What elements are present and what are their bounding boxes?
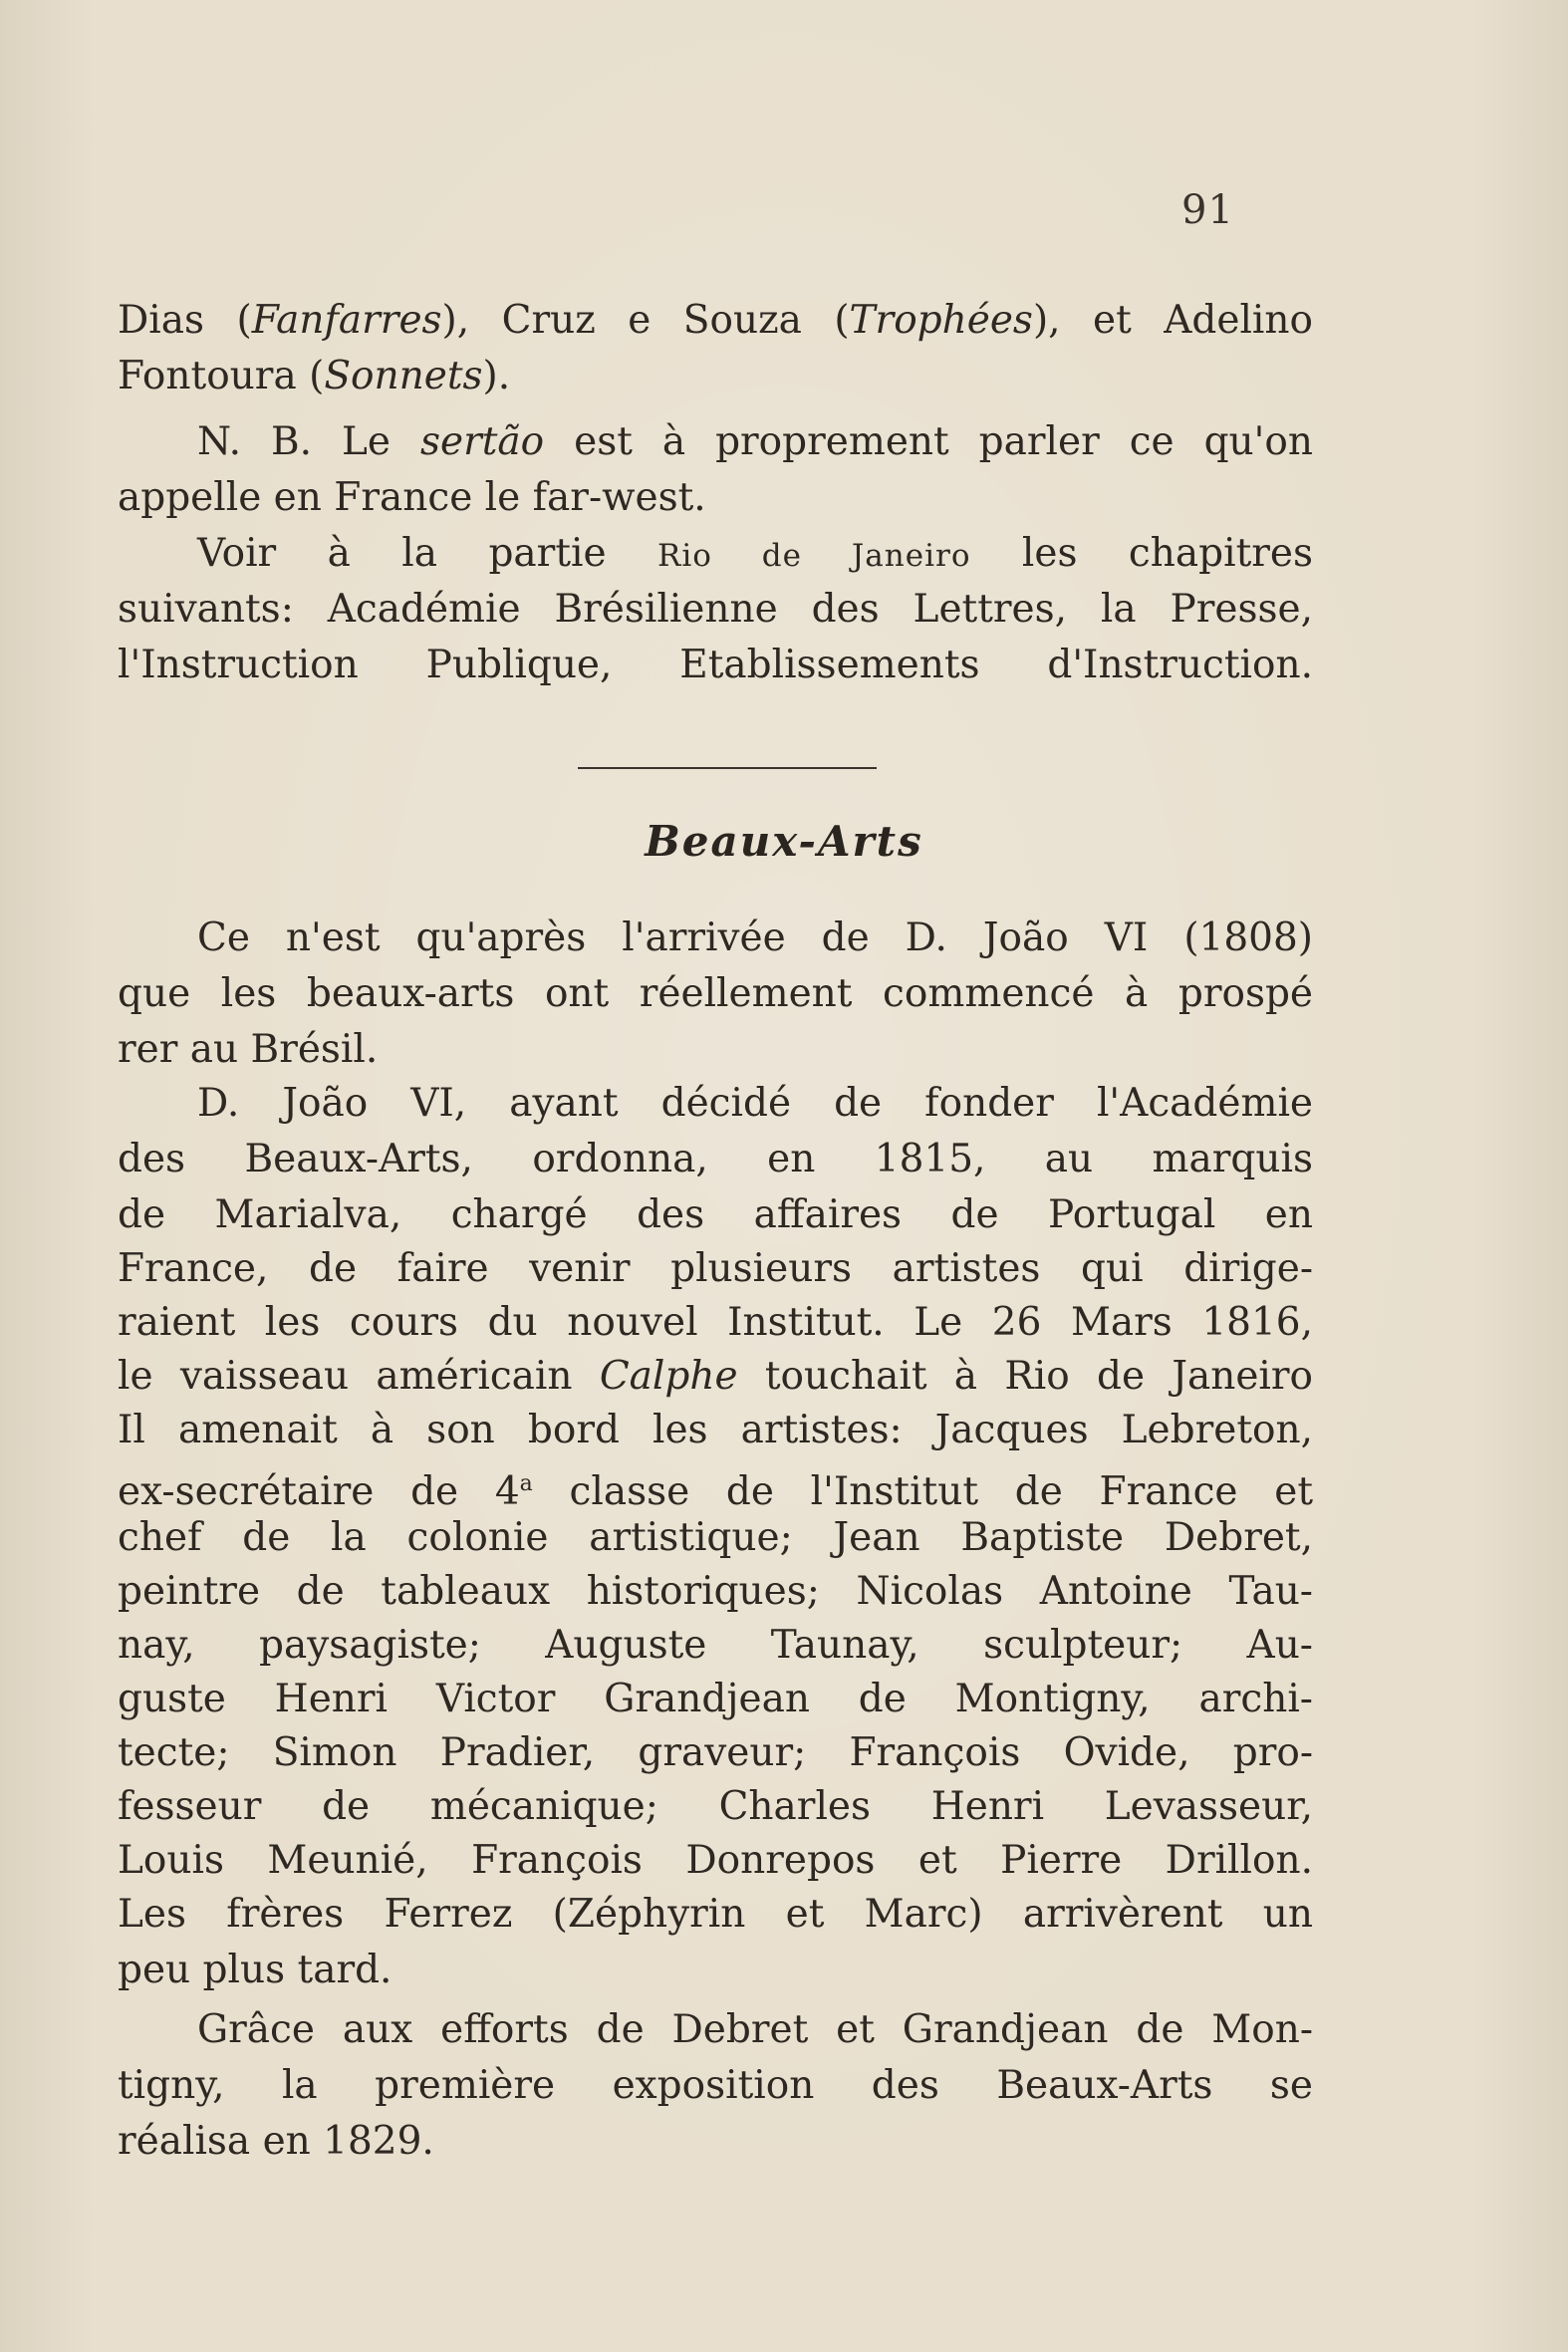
text-line: l'Instruction Publique, Etablissements d'Instruction. (118, 643, 1313, 687)
text-line: chef de la colonie artistique; Jean Baptiste Debret, (118, 1515, 1313, 1560)
text-line: Grâce aux efforts de Debret et Grandjean de Mon- (197, 2007, 1313, 2052)
text-line: Il amenait à son bord les artistes: Jacques Lebreton, (118, 1408, 1313, 1452)
text-line: guste Henri Victor Grandjean de Montigny, archi- (118, 1677, 1313, 1721)
text-line: tigny, la première exposition des Beaux-Arts se (118, 2063, 1313, 2108)
text-line: Louis Meunié, François Donrepos et Pierre Drillon. (118, 1838, 1313, 1883)
text-line: Fontoura (Sonnets). (118, 354, 511, 398)
text-line: nay, paysagiste; Auguste Taunay, sculpteur; Au- (118, 1623, 1313, 1668)
text-line: Les frères Ferrez (Zéphyrin et Marc) arrivèrent un (118, 1892, 1313, 1937)
text-line: appelle en France le far-west. (118, 475, 706, 520)
text-line: France, de faire venir plusieurs artistes qui dirige- (118, 1246, 1313, 1291)
section-divider (578, 767, 877, 769)
text-line: Ce n'est qu'après l'arrivée de D. João VI (1808) (197, 915, 1313, 960)
text-line: rer au Brésil. (118, 1027, 379, 1072)
text-line: réalisa en 1829. (118, 2119, 434, 2164)
section-title: Beaux-Arts (645, 817, 923, 866)
text-line: de Marialva, chargé des affaires de Portugal en (118, 1192, 1313, 1237)
text-line: le vaisseau américain Calphe touchait à Rio de Janeiro (118, 1354, 1314, 1399)
text-line: Voir à la partie Rio de Janeiro les chapitres (197, 531, 1313, 576)
text-line: peintre de tableaux historiques; Nicolas Antoine Tau- (118, 1569, 1313, 1614)
text-line: que les beaux-arts ont réellement commencé à prospé (118, 971, 1313, 1016)
text-line: Dias (Fanfarres), Cruz e Souza (Trophées), et Adelino (118, 298, 1313, 343)
text-line: N. B. Le sertão est à proprement parler ce qu'on (197, 419, 1313, 464)
text-line: D. João VI, ayant décidé de fonder l'Académie (197, 1081, 1313, 1126)
text-line: fesseur de mécanique; Charles Henri Levasseur, (118, 1784, 1313, 1829)
page-number: 91 (1181, 187, 1234, 233)
text-line: tecte; Simon Pradier, graveur; François Ovide, pro- (118, 1730, 1313, 1775)
text-line: raient les cours du nouvel Institut. Le 26 Mars 1816, (118, 1300, 1313, 1345)
text-line: des Beaux-Arts, ordonna, en 1815, au marquis (118, 1137, 1313, 1181)
text-line: ex-secrétaire de 4$^a$ classe de l'Institut de France et (118, 1469, 1313, 1514)
text-line: suivants: Académie Brésilienne des Lettres, la Presse, (118, 587, 1313, 632)
text-line: peu plus tard. (118, 1948, 392, 1992)
